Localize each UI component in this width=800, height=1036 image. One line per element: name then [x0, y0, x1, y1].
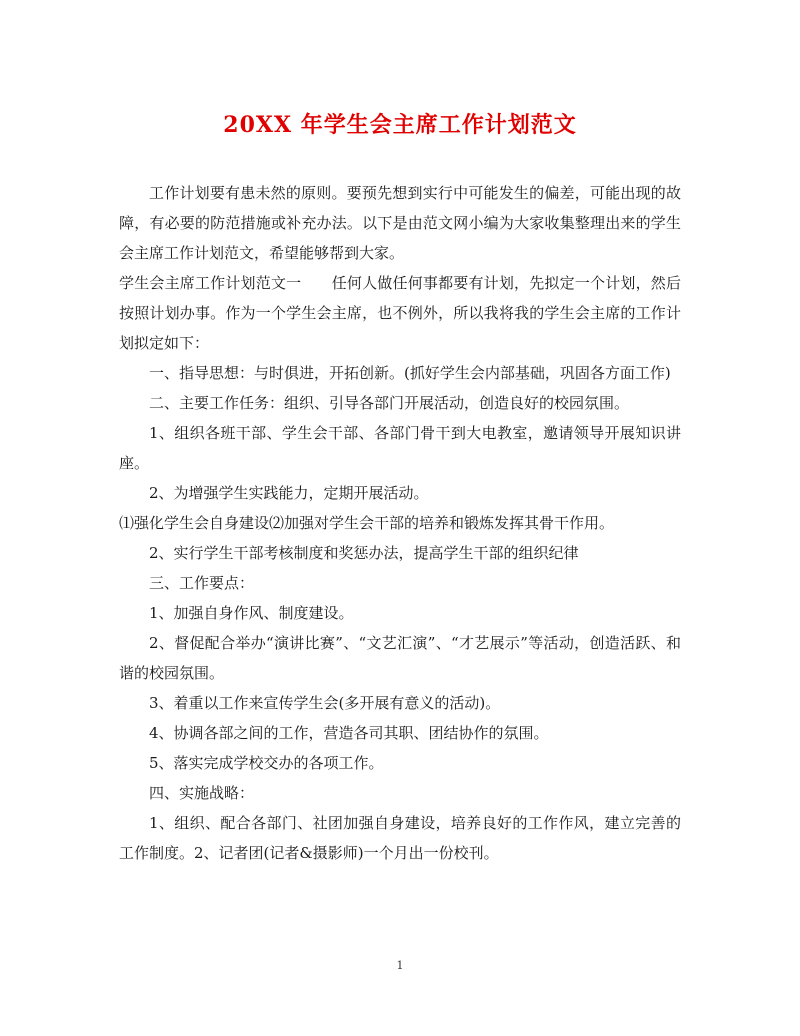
document-title: 20XX 年学生会主席工作计划范文 — [223, 112, 577, 138]
paragraph-strategy: 四、实施战略： — [149, 784, 255, 802]
paragraph-guiding-ideology: 一、指导思想：与时俱进，开拓创新。(抓好学生会内部基础，巩固各方面工作) — [149, 364, 671, 382]
paragraph-point-1: 1、加强自身作风、制度建设。 — [149, 604, 354, 622]
paragraph-intro: 工作计划要有患未然的原则。要预先想到实行中可能发生的偏差，可能出现的故障，有必要的防范措施或补充办法。以下是由范文网小编为大家收集整理出来的学生会主席工作计划范文，希望能够帮到大家。 — [119, 184, 681, 262]
paragraph-task-2: 2、为增强学生实践能力，定期开展活动。 — [149, 484, 429, 502]
paragraph-key-points: 三、工作要点： — [149, 574, 255, 592]
paragraph-task-1: 1、组织各班干部、学生会干部、各部门骨干到大电教室，邀请领导开展知识讲座。 — [119, 424, 681, 472]
paragraph-point-2: 2、督促配合举办“演讲比赛”、“文艺汇演”、“才艺展示”等活动，创造活跃、和谐的校园氛围。 — [119, 634, 681, 682]
paragraph-task-2-detail: ⑴强化学生会自身建设⑵加强对学生会干部的培养和锻炼发挥其骨干作用。 — [119, 514, 615, 532]
paragraph-main-tasks: 二、主要工作任务：组织、引导各部门开展活动，创造良好的校园氛围。 — [149, 394, 630, 412]
paragraph-task-2-assessment: 2、实行学生干部考核制度和奖惩办法，提高学生干部的组织纪律 — [149, 544, 579, 562]
paragraph-point-3: 3、着重以工作来宣传学生会(多开展有意义的活动)。 — [149, 694, 501, 712]
paragraph-point-4: 4、协调各部之间的工作，营造各司其职、团结协作的氛围。 — [149, 724, 549, 742]
paragraph-point-5: 5、落实完成学校交办的各项工作。 — [149, 754, 384, 772]
paragraph-strategy-1: 1、组织、配合各部门、社团加强自身建设，培养良好的工作作风，建立完善的工作制度。2、记者团(记者&摄影师)一个月出一份校刊。 — [119, 814, 681, 862]
document-body — [119, 178, 681, 868]
paragraph-sample-one: 学生会主席工作计划范文一 任何人做任何事都要有计划，先拟定一个计划，然后按照计划办事。作为一个学生会主席，也不例外，所以我将我的学生会主席的工作计划拟定如下： — [119, 274, 681, 352]
page-number: 1 — [396, 959, 404, 972]
